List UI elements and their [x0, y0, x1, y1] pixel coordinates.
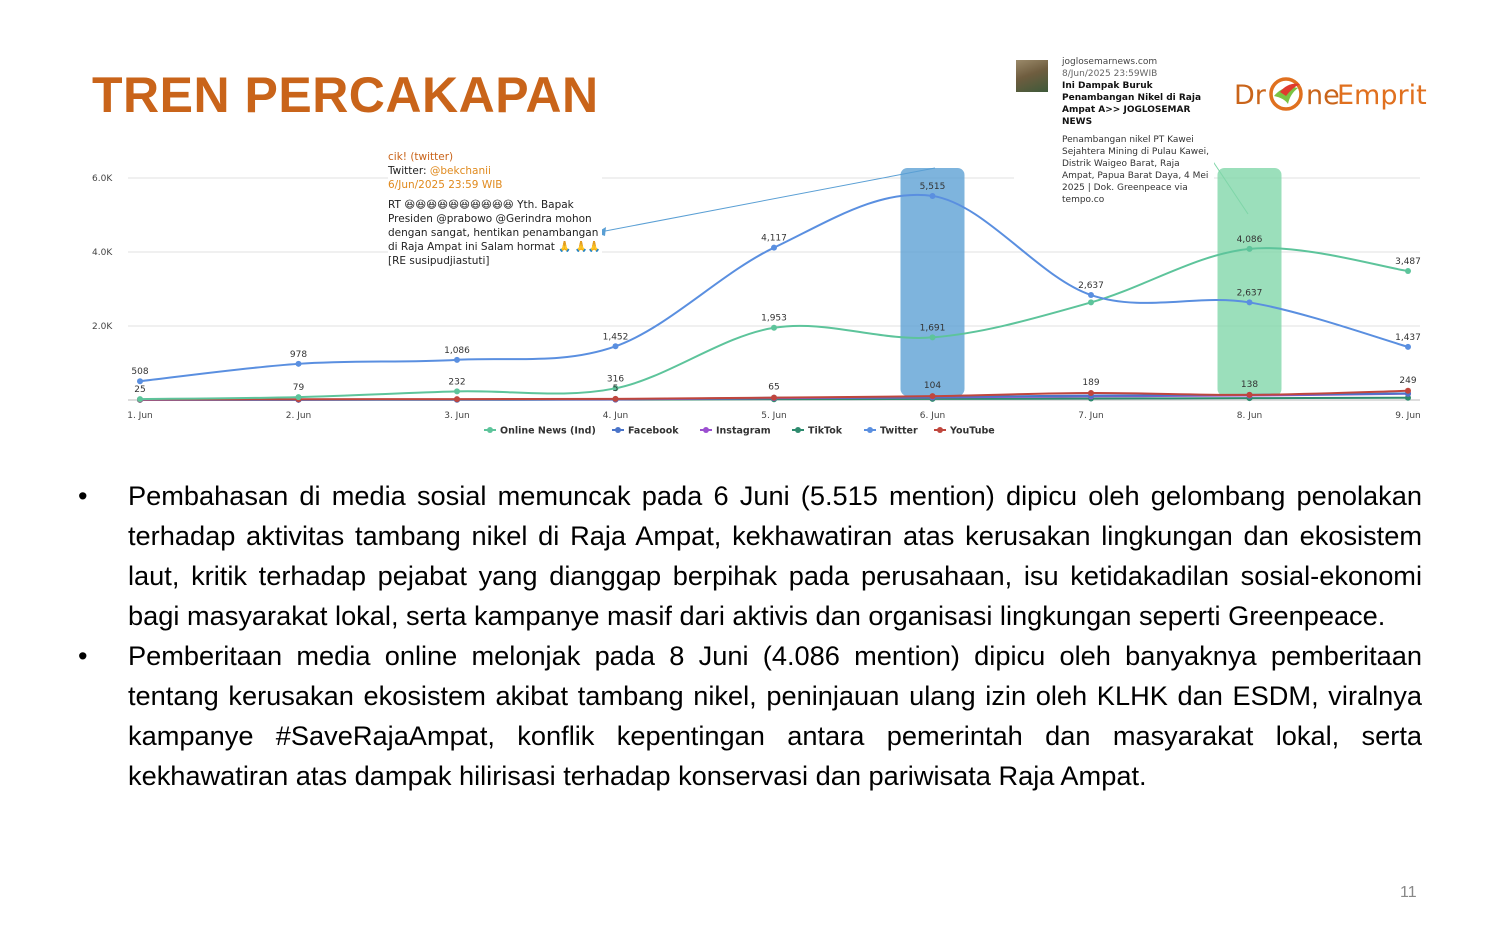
data-label-youtube: 5: [612, 383, 619, 394]
data-point-online_news: [1247, 246, 1253, 252]
x-tick-label: 1. Jun: [127, 411, 153, 421]
data-point-youtube: [1247, 392, 1253, 398]
bullet-text: Pembahasan di media sosial memuncak pada 6 Juni (5.515 mention) dipicu oleh gelombang penolakan terhadap aktivitas tambang nikel di Raja Ampat, kekhawatiran atas kerusakan lingkungan dan ekosistem laut, kritik terhadap pejabat yang dianggap berpihak pada perusahaan, isu ketidakadilan sosial-ekonomi bagi masyarakat lokal, serta kampanye masif dari aktivis dan organisasi lingkungan seperti Greenpeace.: [128, 480, 1422, 631]
data-point-youtube: [771, 395, 777, 401]
data-label-online_news: 232: [448, 377, 466, 388]
tweet-handle-prefix: Twitter:: [388, 165, 430, 177]
data-label-twitter: 2,637: [1078, 281, 1104, 292]
data-label-youtube: 189: [1082, 378, 1100, 389]
legend-label-facebook: Facebook: [628, 425, 679, 437]
legend-marker-facebook: [615, 427, 621, 433]
data-point-twitter: [1088, 292, 1094, 298]
data-label-online_news: 1,953: [761, 313, 787, 324]
bullet-text: Pemberitaan media online melonjak pada 8 Juni (4.086 mention) dipicu oleh banyaknya pemberitaan tentang kerusakan ekosistem akibat tambang nikel, peninjauan ulang izin oleh KLHK dan ESDM, viralnya kampanye #SaveRajaAmpat, konflik kepentingan antara pemerintah dan masyarakat lokal, serta kekhawatiran atas dampak hilirisasi terhadap konservasi dan pariwisata Raja Ampat.: [128, 640, 1422, 791]
data-label-twitter: 508: [131, 367, 149, 378]
logo-text-part2: ne: [1306, 80, 1340, 111]
data-label-youtube: 138: [1240, 379, 1259, 390]
tweet-callout: [388, 150, 602, 318]
x-tick-label: 9. Jun: [1395, 411, 1421, 421]
data-label-twitter: 1,452: [602, 332, 629, 343]
y-tick-label: 2.0K: [92, 322, 113, 332]
slide-title: TREN PERCAKAPAN: [92, 67, 599, 123]
data-label-twitter: 4,117: [761, 233, 787, 244]
legend-marker-instagram: [703, 427, 709, 433]
data-label-online_news: 316: [606, 374, 625, 385]
data-point-twitter: [771, 245, 777, 251]
data-point-online_news: [137, 396, 143, 402]
data-point-youtube: [1088, 390, 1094, 396]
data-point-twitter: [454, 357, 460, 363]
data-point-youtube: [613, 396, 619, 402]
legend-marker-online_news: [487, 427, 493, 433]
x-tick-label: 8. Jun: [1236, 411, 1263, 421]
data-point-twitter: [613, 343, 619, 349]
data-label-youtube: 104: [923, 381, 942, 392]
x-tick-label: 4. Jun: [602, 411, 629, 421]
legend-marker-youtube: [937, 427, 943, 433]
data-label-twitter: 1,437: [1395, 332, 1421, 343]
legend-label-online_news: Online News (Ind): [500, 425, 596, 437]
data-point-online_news: [296, 394, 302, 400]
data-point-youtube: [1405, 388, 1411, 394]
data-label-twitter: 978: [289, 349, 308, 360]
data-point-online_news: [930, 334, 936, 340]
legend-label-instagram: Instagram: [716, 425, 771, 437]
tweet-handle: @bekchanii: [429, 165, 491, 177]
data-point-twitter: [930, 193, 936, 199]
data-label-youtube: 65: [768, 382, 780, 393]
data-label-twitter: 2,637: [1236, 288, 1263, 299]
x-tick-label: 6. Jun: [919, 411, 946, 421]
data-label-twitter: 1,086: [444, 345, 470, 356]
data-label-youtube: 249: [1399, 375, 1417, 386]
bullet-symbol: •: [78, 640, 88, 671]
data-point-twitter: [296, 361, 302, 367]
bullet-item: [76, 476, 1422, 636]
legend-marker-tiktok: [795, 427, 801, 433]
x-tick-label: 5. Jun: [761, 411, 787, 421]
x-tick-label: 2. Jun: [285, 411, 312, 421]
data-point-twitter: [1247, 299, 1253, 305]
data-point-online_news: [454, 388, 460, 394]
news-callout: [1014, 56, 1214, 216]
data-point-online_news: [771, 325, 777, 331]
logo-text-part3: Emprit: [1337, 80, 1427, 111]
bullet-list: [76, 476, 1422, 796]
bullet-symbol: •: [78, 480, 88, 511]
page-number: 11: [1400, 884, 1417, 901]
data-point-twitter: [1405, 344, 1411, 350]
data-point-youtube: [930, 393, 936, 399]
tweet-date: 6/Jun/2025 23:59 WIB: [388, 179, 503, 191]
data-point-online_news: [1088, 299, 1094, 305]
legend-label-twitter: Twitter: [880, 425, 918, 437]
legend-marker-twitter: [867, 427, 873, 433]
trend-line-chart: [0, 0, 1500, 450]
x-tick-label: 7. Jun: [1078, 411, 1104, 421]
bullet-item: [76, 636, 1422, 796]
data-point-youtube: [454, 396, 460, 402]
news-headline: Ini Dampak Buruk Penambangan Nikel di Raja Ampat A>> JOGLOSEMAR NEWS: [1062, 81, 1202, 127]
logo-text-part1: Dr: [1234, 80, 1266, 111]
tweet-text: RT 😆😆😆😆😆😆😆😆😆😆 Yth. Bapak Presiden @prabowo @Gerindra mohon dengan sangat, hentikan penambangan di Raja Ampat ini Salam hormat 🙏 🙏🙏 [RE susipudjiastuti]: [388, 199, 601, 267]
data-point-online_news: [1405, 268, 1411, 274]
y-tick-label: 6.0K: [92, 174, 113, 184]
y-tick-label: 4.0K: [92, 248, 113, 258]
legend-label-tiktok: TikTok: [808, 425, 843, 437]
data-label-online_news: 3,487: [1395, 256, 1421, 267]
news-thumbnail: [1016, 60, 1048, 92]
data-label-online_news: 79: [292, 383, 305, 394]
legend-label-youtube: YouTube: [950, 425, 995, 437]
data-label-online_news: 1,691: [919, 323, 946, 334]
tweet-handle-line: [388, 164, 602, 178]
highlight-bar-green: [1218, 168, 1282, 396]
data-point-twitter: [137, 378, 143, 384]
news-description: Penambangan nikel PT Kawei Sejahtera Mining di Pulau Kawei, Distrik Waigeo Barat, Raja Ampat, Papua Barat Daya, 4 Mei 2025 | Dok. Greenpeace via tempo.co: [1062, 135, 1210, 205]
x-tick-label: 3. Jun: [444, 411, 470, 421]
news-date: 8/Jun/2025 23:59WIB: [1062, 69, 1158, 79]
tweet-author: cik! (twitter): [388, 151, 454, 163]
data-label-twitter: 5,515: [919, 181, 946, 192]
data-label-online_news: 25: [134, 385, 146, 396]
data-label-online_news: 4,086: [1236, 234, 1263, 245]
news-source: joglosemarnews.com: [1062, 57, 1158, 67]
